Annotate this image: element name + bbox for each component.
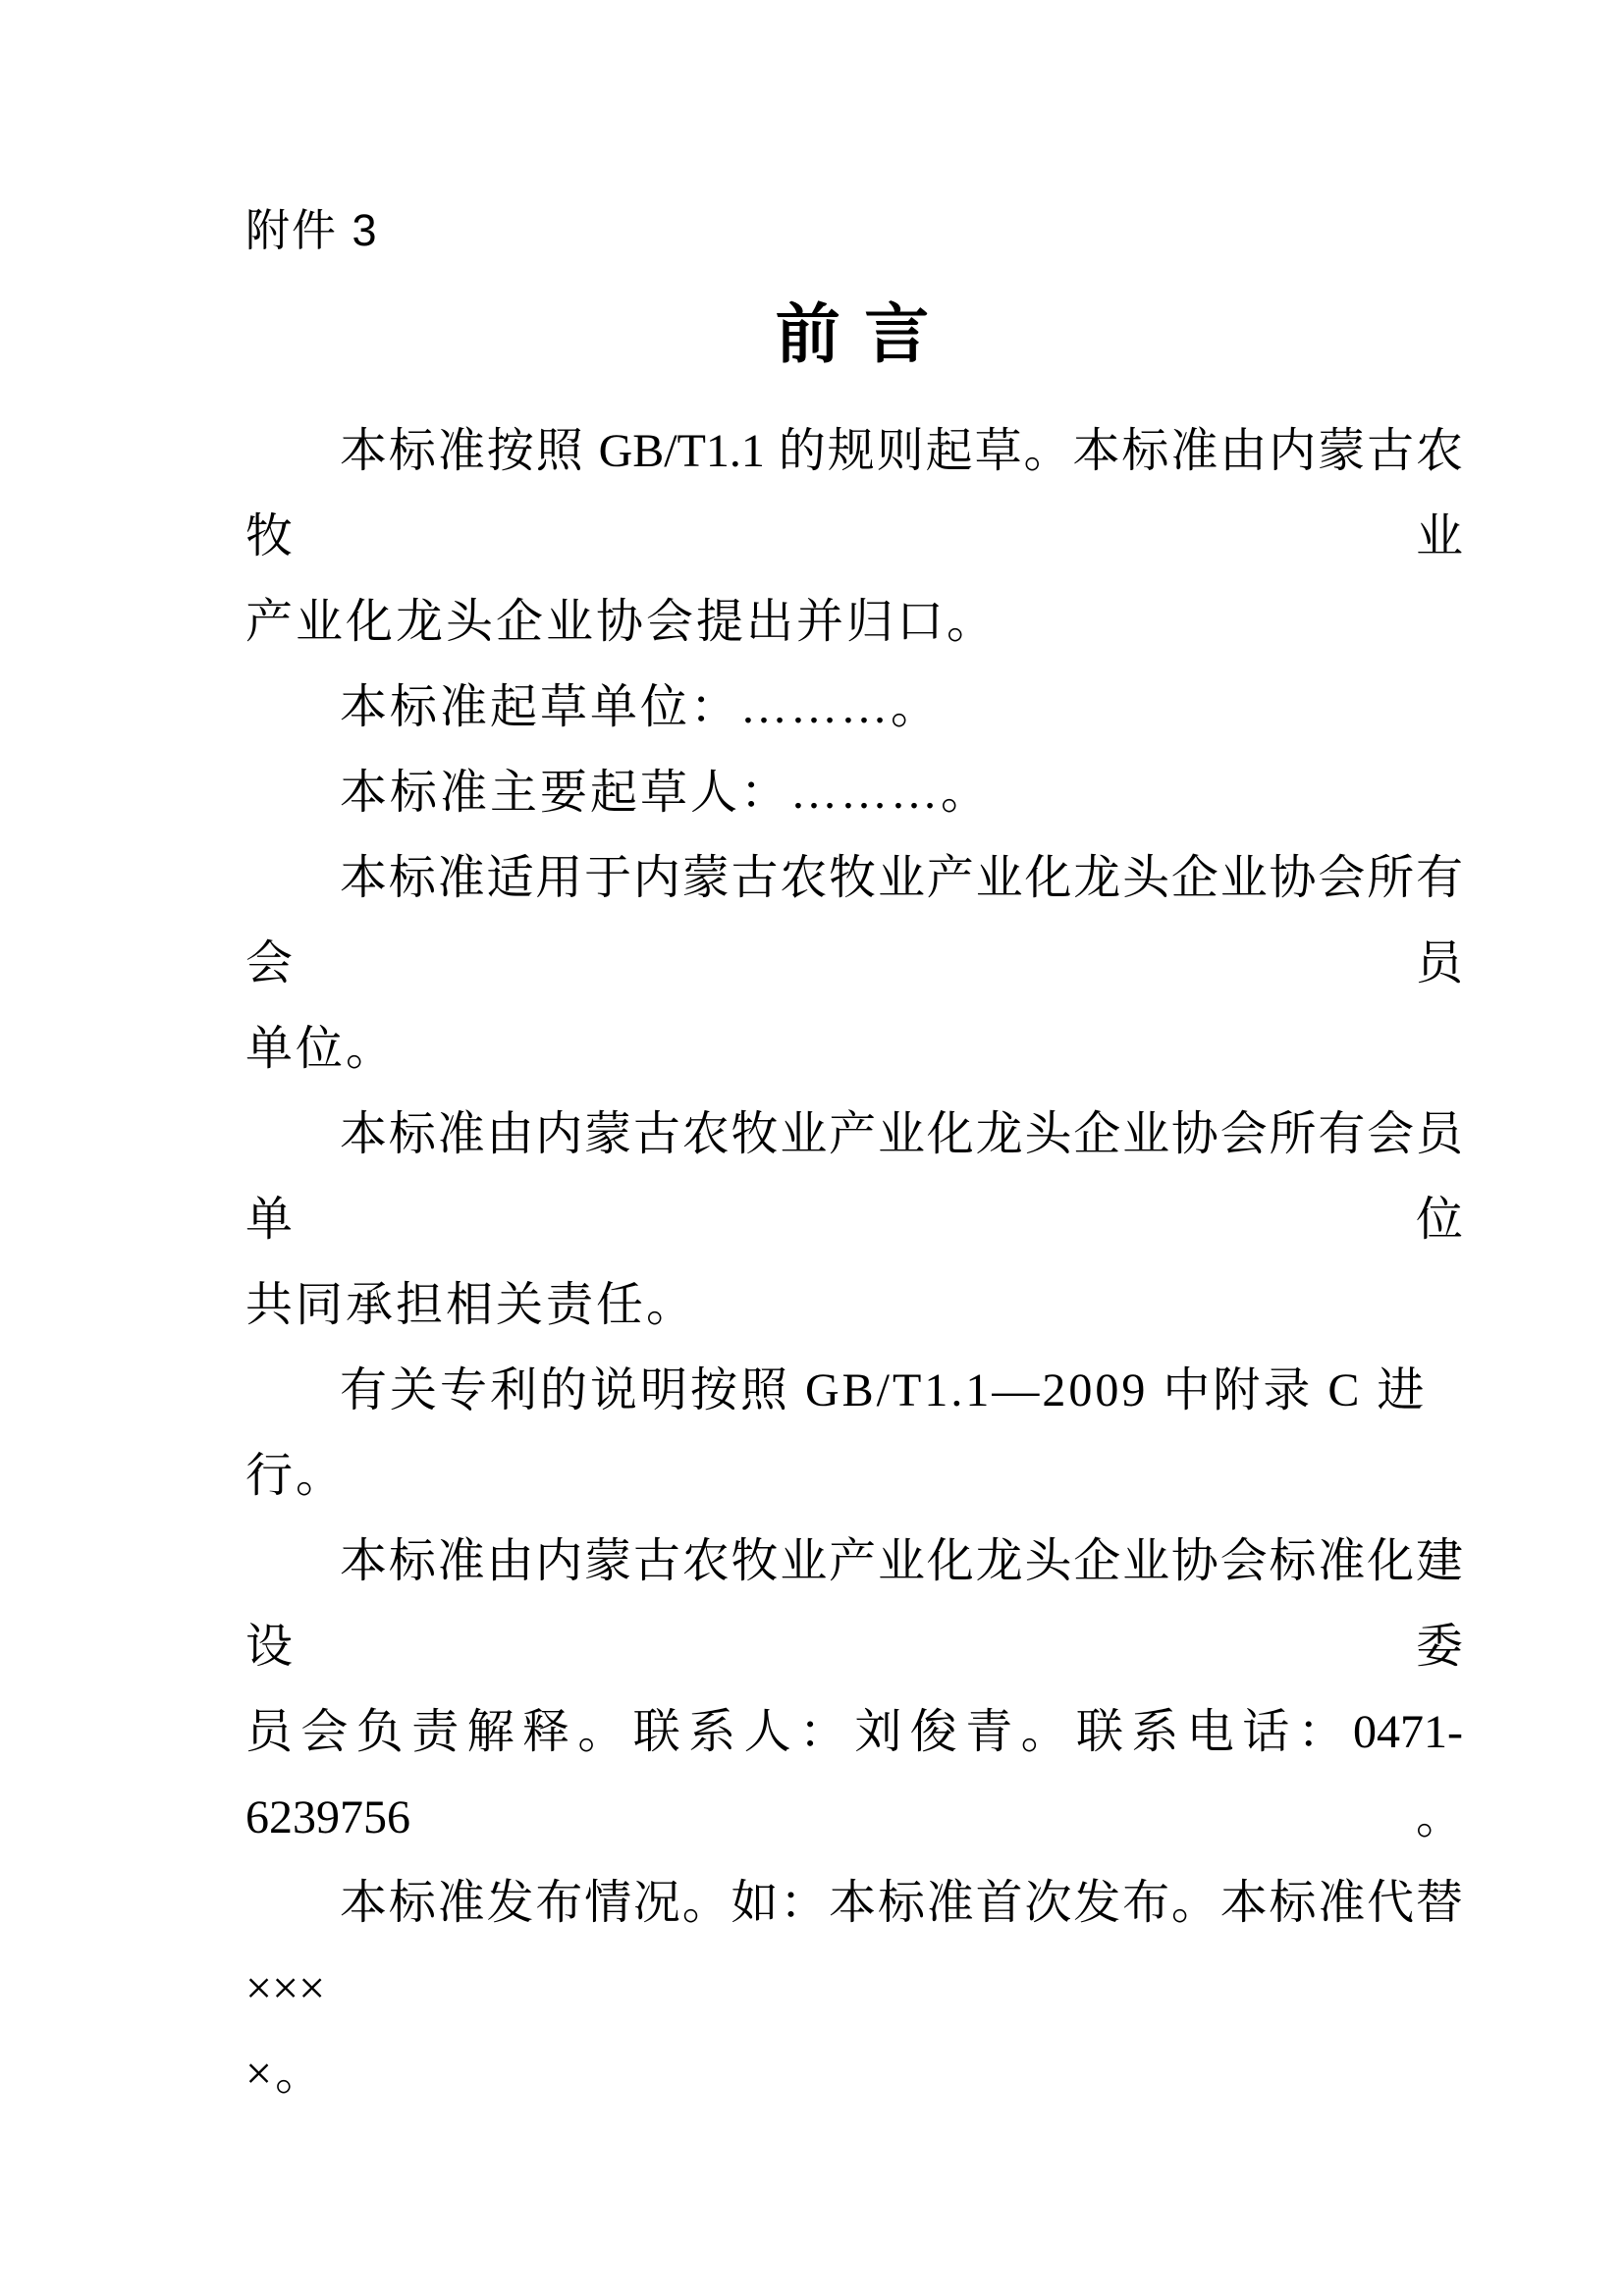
attachment-label: 附件 3: [245, 205, 379, 255]
text-line: 本标准起草单位：………。: [340, 681, 942, 733]
text-line: 产业化龙头企业协会提出并归口。: [245, 596, 998, 648]
text-line: 本标准发布情况。如：本标准首次发布。本标准代替×××: [245, 1877, 1463, 2014]
text-line: 本标准主要起草人：………。: [340, 767, 992, 819]
text-line: 有关专利的说明按照 GB/T1.1—2009 中附录 C 进行。: [245, 1364, 1428, 1502]
text-line: 本标准按照 GB/T1.1 的规则起草。本标准由内蒙古农牧业: [245, 425, 1463, 562]
text-line: 本标准适用于内蒙古农牧业产业化龙头企业协会所有会员: [245, 852, 1463, 989]
page-title: 前 言: [775, 299, 934, 371]
text-line: 员会负责解释。联系人：刘俊青。联系电话：0471-6239756。: [245, 1706, 1463, 1843]
text-line: 本标准由内蒙古农牧业产业化龙头企业协会标准化建设委: [245, 1535, 1463, 1673]
text-line: 共同承担相关责任。: [245, 1279, 697, 1331]
text-line: 单位。: [245, 1023, 397, 1075]
text-line: 本标准由内蒙古农牧业产业化龙头企业协会所有会员单位: [245, 1108, 1463, 1246]
text-line: ×。: [245, 2048, 326, 2100]
body-text: [245, 408, 1463, 2116]
